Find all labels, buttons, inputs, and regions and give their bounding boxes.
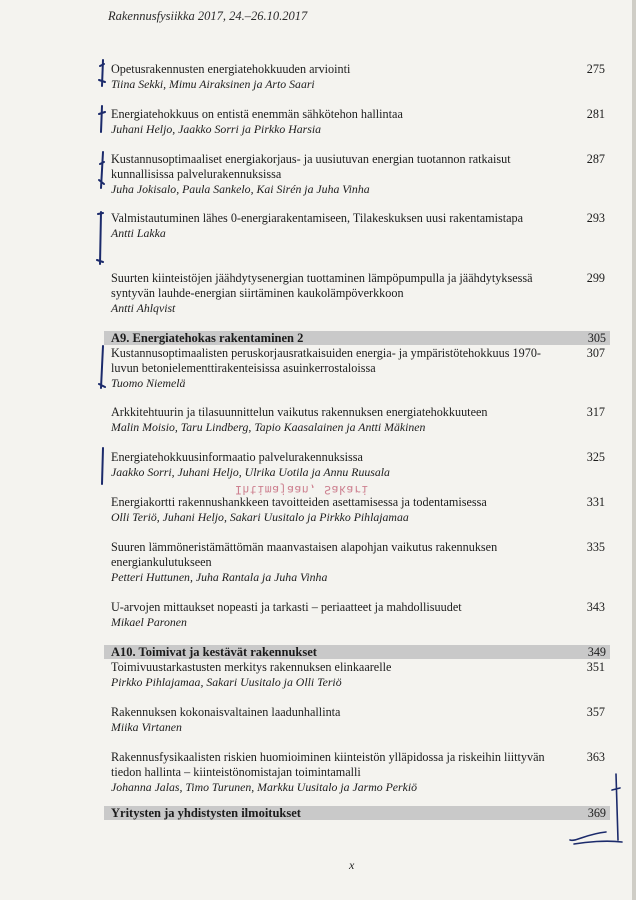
pen-margin-mark [96,150,108,192]
entry-title: Energiatehokkuusinformaatio palvelurakennuksissa [111,450,363,464]
section-label: Yritysten ja yhdistysten ilmoitukset [111,806,301,820]
bleed-through-text: Ihtimajaan, Sakari [235,483,369,497]
entry-page: 293 [586,211,605,225]
entry-page: 325 [586,450,605,464]
section-label: A9. Energiatehokas rakentaminen 2 [111,331,304,345]
pen-margin-mark [96,104,108,134]
pen-margin-mark [96,344,108,390]
entry-authors: Petteri Huttunen, Juha Rantala ja Juha Vinha [111,570,328,584]
section-heading-ads[interactable] [104,806,610,820]
toc-entry[interactable] [111,660,609,690]
toc-entry[interactable] [111,750,609,795]
entry-authors: Antti Lakka [111,226,166,240]
pen-margin-mark [96,446,108,486]
entry-title: Valmistautuminen lähes 0-energiarakentamiseen, Tilakeskuksen uusi rakentamistapa [111,211,524,225]
entry-authors: Miika Virtanen [111,720,182,734]
section-page: 305 [587,331,606,345]
entry-authors: Antti Ahlqvist [111,301,176,315]
toc-entry[interactable] [111,271,609,316]
entry-page: 357 [586,705,605,719]
entry-page: 335 [586,540,605,554]
entry-authors: Olli Teriö, Juhani Heljo, Sakari Uusitalo ja Pirkko Pihlajamaa [111,510,409,524]
toc-entry[interactable] [111,152,609,197]
toc-entry[interactable] [111,450,609,480]
entry-authors: Juhani Heljo, Jaakko Sorri ja Pirkko Harsia [111,122,322,136]
entry-title: Energiatehokkuus on entistä enemmän sähkötehon hallintaa [111,107,403,121]
toc-entry[interactable] [111,346,609,391]
entry-title: Kustannusoptimaalisten peruskorjausratkaisuiden energia- ja ympäristötehokkuus 1970-luvun betonielementtirakenteisissa asuinkerrostaloissa [111,346,541,375]
entry-title: Rakennusfysikaalisten riskien huomioiminen kiinteistön ylläpidossa ja riskeihin liittyvän tiedon hallinta – kiinteistönomistajan toimintamalli [111,750,545,779]
toc-entry[interactable] [111,495,609,525]
toc-entry[interactable] [111,107,609,137]
entry-authors: Jaakko Sorri, Juhani Heljo, Ulrika Uotila ja Annu Ruusala [111,465,390,479]
entry-authors: Juha Jokisalo, Paula Sankelo, Kai Sirén ja Juha Vinha [111,182,370,196]
running-header: Rakennusfysiikka 2017, 24.–26.10.2017 [108,9,308,23]
entry-authors: Johanna Jalas, Timo Turunen, Markku Uusitalo ja Jarmo Perkiö [111,780,418,794]
entry-page: 281 [586,107,605,121]
entry-page: 307 [586,346,605,360]
entry-title: Kustannusoptimaaliset energiakorjaus- ja uusiutuvan energian tuotannon ratkaisut kunnallisissa palvelurakennuksissa [111,152,511,181]
entry-authors: Tiina Sekki, Mimu Airaksinen ja Arto Saari [111,77,315,91]
entry-page: 299 [586,271,605,285]
entry-authors: Mikael Paronen [111,615,187,629]
entry-page: 317 [586,405,605,419]
entry-authors: Tuomo Niemelä [111,376,186,390]
entry-title: Arkkitehtuurin ja tilasuunnittelun vaikutus rakennuksen energiatehokkuuteen [111,405,488,419]
section-page: 369 [587,806,606,820]
toc-entry[interactable] [111,540,609,585]
pen-margin-mark [94,210,108,266]
entry-title: U-arvojen mittaukset nopeasti ja tarkasti – periaatteet ja mahdollisuudet [111,600,462,614]
section-heading-a9[interactable] [104,331,610,345]
entry-authors: Malin Moisio, Taru Lindberg, Tapio Kaasalainen ja Antti Mäkinen [111,420,426,434]
entry-authors: Pirkko Pihlajamaa, Sakari Uusitalo ja Olli Teriö [111,675,342,689]
toc-entry[interactable] [111,62,609,92]
entry-page: 275 [586,62,605,76]
entry-title: Suuren lämmöneristämättömän maanvastaisen alapohjan vaikutus rakennuksen energiankulutukseen [111,540,498,569]
entry-page: 287 [586,152,605,166]
entry-title: Rakennuksen kokonaisvaltainen laadunhallinta [111,705,341,719]
entry-title: Energiakortti rakennushankkeen tavoitteiden asettamisessa ja todentamisessa [111,495,487,509]
entry-page: 331 [586,495,605,509]
entry-page: 351 [586,660,605,674]
entry-page: 343 [586,600,605,614]
section-heading-a10[interactable] [104,645,610,659]
section-label: A10. Toimivat ja kestävät rakennukset [111,645,317,659]
pen-margin-mark [96,58,108,88]
page-number-footer: x [349,858,355,872]
entry-page: 363 [586,750,605,764]
entry-title: Suurten kiinteistöjen jäähdytysenergian tuottaminen lämpöpumpulla ja jäähdytyksessä syntyvän lauhde-energian siirtäminen kaukolämpöverkkoon [111,271,533,300]
toc-entry[interactable] [111,211,609,241]
entry-title: Opetusrakennusten energiatehokkuuden arviointi [111,62,351,76]
toc-entry[interactable] [111,600,609,630]
pen-corner-scribble [566,770,626,848]
entry-title: Toimivuustarkastusten merkitys rakennuksen elinkaarelle [111,660,392,674]
scan-edge [632,0,636,900]
toc-entry[interactable] [111,705,609,735]
section-page: 349 [587,645,606,659]
toc-entry[interactable] [111,405,609,435]
